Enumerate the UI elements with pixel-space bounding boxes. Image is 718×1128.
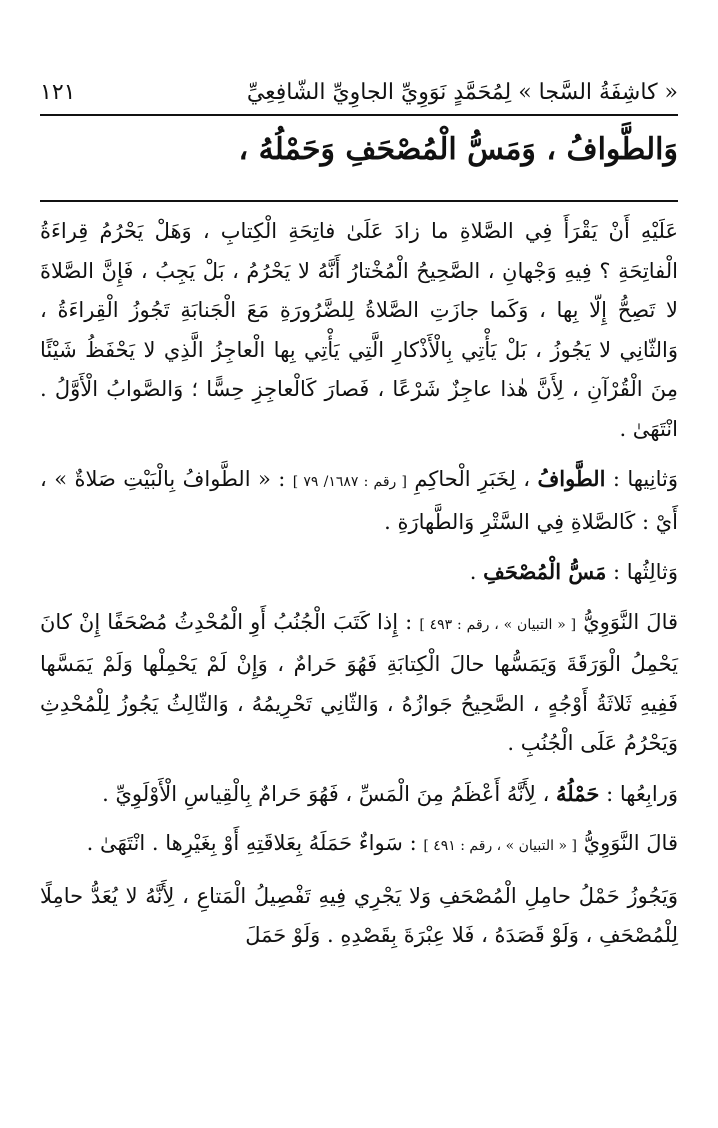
page-header	[40, 70, 678, 114]
paragraph: وَيَجُوزُ حَمْلُ حامِلِ الْمُصْحَفِ وَلا يَجْرِي فِيهِ تَفْصِيلُ الْمَتاعِ ، لِأَنَّهُ لا يُعَدُّ حامِلًا لِلْمُصْحَفِ ، وَلَوْ قَصَدَهُ ، فَلا عِبْرَةَ بِقَصْدِهِ . وَلَوْ حَمَلَ	[40, 883, 678, 947]
bold-term: الطَّوافُ	[537, 466, 606, 491]
running-title: « كاشِفَةُ السَّجا » لِمُحَمَّدٍ نَوَوِيِّ الجاوِيِّ الشّافِعِيِّ	[246, 79, 678, 105]
reference-citation: [ « التبيان » ، رقم : ٤٩١ ]	[423, 838, 577, 854]
matn-separator-rule	[40, 200, 678, 202]
paragraph-text: : « الطَّوافُ بِالْبَيْتِ صَلاةٌ » ، أَيْ : كَالصَّلاةِ فِي السَّتْرِ وَالطَّهارَةِ .	[40, 467, 678, 534]
reference-citation: [ رقم : ١٦٨٧/ ٧٩ ]	[292, 474, 407, 490]
paragraph	[40, 824, 678, 867]
paragraph-text: .	[469, 560, 484, 584]
bold-term: حَمْلُهُ	[556, 780, 600, 806]
paragraph-lead: قالَ النَّوَوِيُّ	[576, 831, 678, 855]
commentary-body	[40, 212, 678, 1108]
page-number: ١٢١	[40, 79, 76, 105]
paragraph	[40, 774, 678, 815]
paragraph-text: ، لِأَنَّهُ أَعْظَمُ مِنَ الْمَسِّ ، فَهُوَ حَرامٌ بِالْقِياسِ الْأَوْلَوِيِّ .	[102, 781, 557, 806]
paragraph-text: ، لِخَبَرِ الْحاكِمِ	[406, 467, 538, 491]
paragraph	[40, 459, 678, 542]
paragraph-text: : إِذا كَتَبَ الْجُنُبُ أَوِ الْمُحْدِثُ مُصْحَفًا إِنْ كانَ يَحْمِلُ الْوَرَقَةَ وَيَمَسُّها حالَ الْكِتابَةِ فَهُوَ حَرامٌ ، وَإِنْ لَمْ يَحْمِلْها وَلَمْ يَمَسَّها فَفِيهِ ثَلاثَةُ أَوْجُهٍ ، الصَّحِيحُ جَوازُهُ ، وَالثّانِي تَحْرِيمُهُ ، وَالثّالِثُ يَجُوزُ لِلْمُحْدِثِ وَيَحْرُمُ عَلَى الْجُنُبِ .	[40, 609, 678, 755]
paragraph	[40, 552, 678, 593]
paragraph-text: : سَواءٌ حَمَلَهُ بِعَلاقَتِهِ أَوْ بِغَيْرِها . انْتَهَىٰ .	[86, 831, 424, 855]
matn-text: وَالطَّوافُ ، وَمَسُّ الْمُصْحَفِ وَحَمْلُهُ ،	[238, 132, 678, 167]
paragraph-lead: وَثالِثُها :	[606, 560, 678, 584]
paragraph	[40, 603, 678, 764]
paragraph: عَلَيْهِ أَنْ يَقْرَأَ فِي الصَّلاةِ ما زادَ عَلَىٰ فاتِحَةِ الْكِتابِ ، وَهَلْ يَحْرُمُ قِراءَةُ الْفاتِحَةِ ؟ فِيهِ وَجْهانِ ، الصَّحِيحُ الْمُخْتارُ أَنَّهُ لا يَحْرُمُ ، بَلْ يَجِبُ ، فَإِنَّ الصَّلاةَ لا تَصِحُّ إِلّا بِها ، وَكَما جازَتِ الصَّلاةُ لِلضَّرُورَةِ مَعَ الْجَنابَةِ تَجُوزُ الْقِراءَةُ ، وَالثّانِي لا يَجُوزُ ، بَلْ يَأْتِي بِالْأَذْكارِ الَّتِي يَأْتِي بِها الْعاجِزُ الَّذِي لا يَحْفَظُ شَيْئًا مِنَ الْقُرْآنِ ، لِأَنَّ هٰذا عاجِزٌ شَرْعًا ، فَصارَ كَالْعاجِزِ حِسًّا ؛ وَالصَّوابُ الْأَوَّلُ . انْتَهَىٰ .	[40, 219, 678, 441]
bold-term: مَسُّ الْمُصْحَفِ	[483, 559, 607, 584]
paragraph-lead: وَثانِيها :	[605, 467, 678, 491]
reference-citation: [ « التبيان » ، رقم : ٤٩٣ ]	[419, 616, 577, 633]
paragraph-lead: وَرابِعُها :	[599, 781, 678, 806]
paragraph-lead: قالَ النَّوَوِيُّ	[576, 609, 679, 634]
header-rule	[40, 114, 678, 116]
